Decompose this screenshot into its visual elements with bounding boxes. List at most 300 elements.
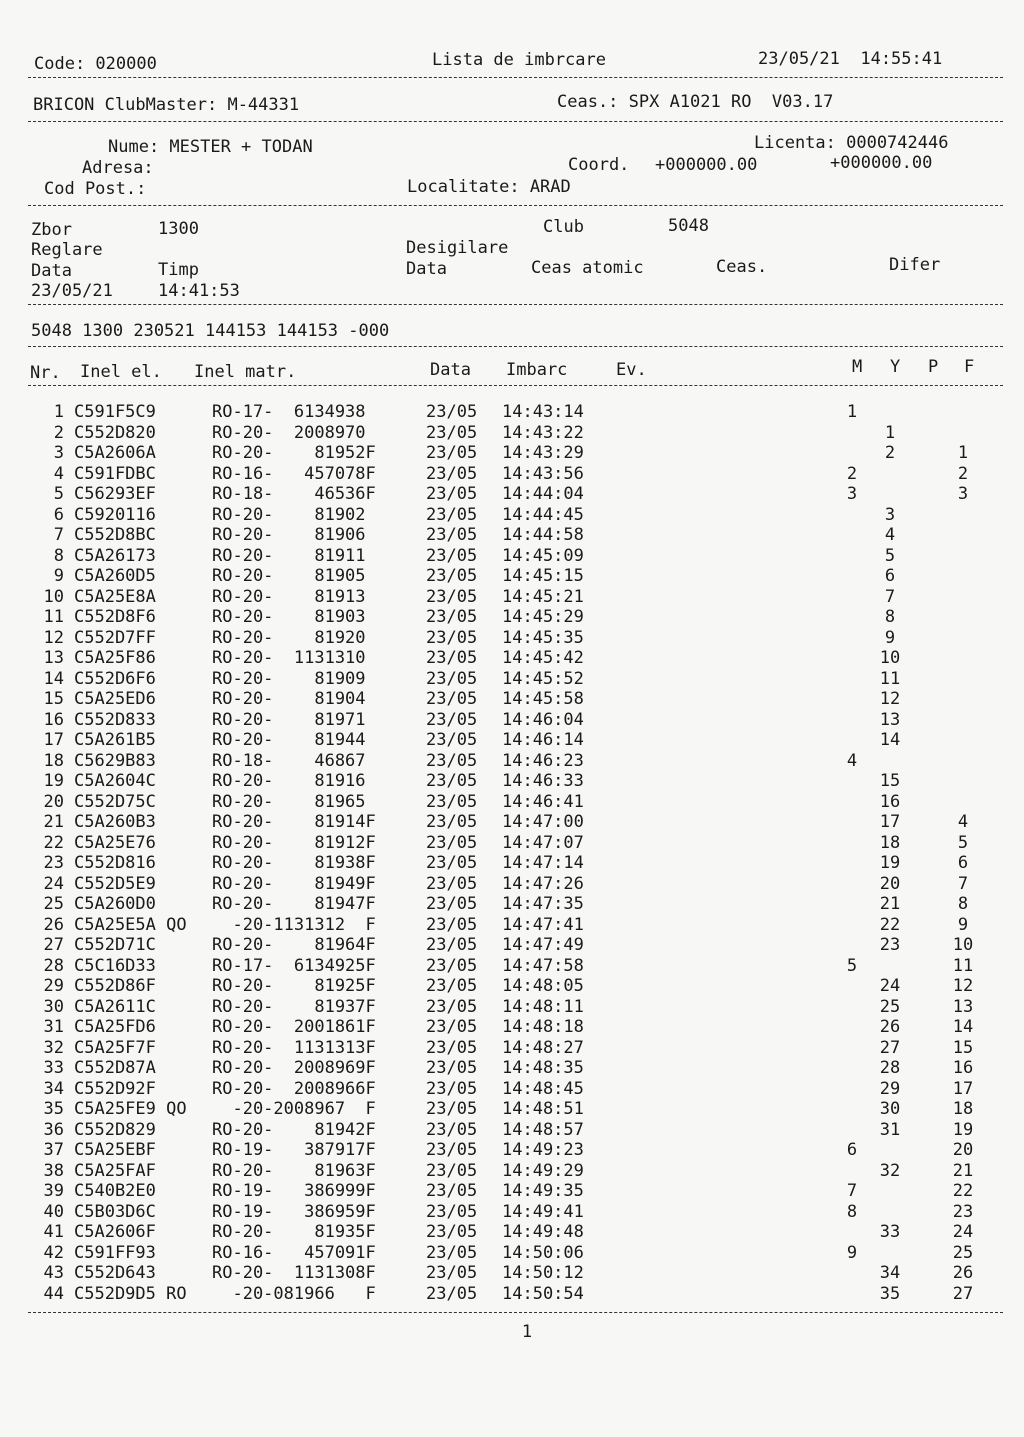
boarding-time: 14:47:58 [502,955,584,976]
rank-y: 2 [884,443,896,463]
row-number: 5 [53,484,64,504]
rank-f: 17 [952,1078,974,1099]
rank-f: 21 [952,1160,974,1181]
divider [28,304,1003,305]
ring-matriculation: RO-20- 81937F [212,996,376,1017]
row-number: 39 [43,1181,64,1201]
ring-electronic: C5A2611C [74,996,156,1017]
boarding-date: 23/05 [426,709,478,730]
row-number: 6 [53,504,64,525]
row-number: 38 [43,1160,64,1181]
row-number: 43 [43,1263,64,1283]
ring-matriculation: RO-20- 81938F [212,853,376,873]
ring-matriculation: RO-20- 1131310 [212,648,366,668]
ring-electronic: C552D816 [74,853,156,873]
ring-electronic: C5A25E5A QO [74,914,187,935]
row-number: 26 [43,914,64,935]
ring-matriculation: RO-20- 81947F [212,894,376,914]
ring-matriculation: RO-20- 81914F [212,812,376,832]
rank-f: 15 [952,1037,974,1058]
rank-y: 1 [884,422,896,443]
boarding-date: 23/05 [426,689,478,709]
row-number: 16 [43,709,64,730]
table-row [0,443,1024,463]
ring-matriculation: RO-20- 2008966F [212,1078,376,1099]
boarding-date: 23/05 [426,504,478,525]
table-row [0,566,1024,586]
boarding-time: 14:43:29 [502,443,584,463]
ring-electronic: C552D820 [74,422,156,443]
rank-y: 35 [879,1283,901,1304]
ring-matriculation: RO-20- 81949F [212,873,376,894]
ring-electronic: C5A2606A [74,443,156,463]
boarding-time: 14:48:45 [502,1078,584,1099]
table-row [0,484,1024,504]
boarding-time: 14:50:54 [502,1283,584,1304]
rank-f: 13 [952,996,974,1017]
rank-f: 1 [957,443,969,463]
ring-matriculation: RO-20- 81963F [212,1160,376,1181]
ring-matriculation: RO-20- 81904 [212,689,366,709]
ring-electronic: C5A26173 [74,545,156,566]
boarding-date: 23/05 [426,627,478,648]
setting-label: Reglare [31,240,103,260]
setting-time: 14:41:53 [158,281,240,301]
table-row [0,792,1024,812]
rank-f: 4 [957,812,969,832]
rank-y: 33 [879,1222,901,1242]
ring-electronic: C552D9D5 RO [74,1283,187,1304]
boarding-time: 14:43:14 [502,402,584,422]
rank-y: 24 [879,976,901,996]
row-number: 15 [43,689,64,709]
table-row [0,730,1024,750]
boarding-date: 23/05 [426,586,478,607]
row-number: 34 [43,1078,64,1099]
row-number: 23 [43,853,64,873]
boarding-time: 14:44:04 [502,484,584,504]
rank-m: 9 [846,1242,858,1263]
col-f: F [964,357,975,377]
rank-f: 19 [952,1119,974,1140]
ring-electronic: C552D86F [74,976,156,996]
postal-code-label: Cod Post.: [44,179,147,199]
coord-y: +000000.00 [830,153,933,173]
table-row [0,894,1024,914]
row-number: 3 [53,443,64,463]
row-number: 41 [43,1222,64,1242]
ring-electronic: C5A25FE9 QO [74,1099,187,1119]
boarding-time: 14:47:07 [502,832,584,853]
rank-f: 10 [952,935,974,955]
ring-matriculation: RO-18- 46536F [212,484,376,504]
ring-matriculation: RO-20- 1131308F [212,1263,376,1283]
ring-electronic: C56293EF [74,484,156,504]
ring-electronic: C540B2E0 [74,1181,156,1201]
print-date-time: 23/05/21 14:55:41 [758,49,943,69]
boarding-date: 23/05 [426,1037,478,1058]
row-number: 10 [43,586,64,607]
rank-f: 24 [952,1222,974,1242]
ring-electronic: C552D92F [74,1078,156,1099]
ring-matriculation: RO-20- 81916 [212,771,366,791]
rank-y: 9 [884,627,896,648]
divider [28,121,1003,122]
boarding-date: 23/05 [426,996,478,1017]
row-number: 1 [53,402,64,422]
ring-matriculation: RO-20- 81911 [212,545,366,566]
page-number: 1 [521,1322,533,1342]
ring-electronic: C5C16D33 [74,955,156,976]
ring-electronic: C552D87A [74,1058,156,1078]
boarding-date: 23/05 [426,955,478,976]
ring-electronic: C5A261B5 [74,730,156,750]
rank-f: 3 [957,484,969,504]
ring-electronic: C552D6F6 [74,668,156,689]
boarding-date: 23/05 [426,812,478,832]
rank-f: 20 [952,1140,974,1160]
rank-y: 12 [879,689,901,709]
rank-f: 22 [952,1181,974,1201]
row-number: 21 [43,812,64,832]
row-number: 8 [53,545,64,566]
ring-matriculation: RO-20- 81942F [212,1119,376,1140]
table-row [0,935,1024,955]
table-row [0,1222,1024,1242]
boarding-date: 23/05 [426,1099,478,1119]
row-number: 7 [53,525,64,545]
boarding-date: 23/05 [426,1181,478,1201]
boarding-date: 23/05 [426,1160,478,1181]
rank-f: 8 [957,894,969,914]
ring-electronic: C5A25FAF [74,1160,156,1181]
rank-m: 3 [846,484,858,504]
ring-matriculation: RO-19- 387917F [212,1140,376,1160]
rank-y: 29 [879,1078,901,1099]
ring-matriculation: -20-2008967 F [212,1099,376,1119]
boarding-time: 14:47:14 [502,853,584,873]
rank-f: 9 [957,914,969,935]
unseal-date-label: Data [406,259,447,279]
club-value: 5048 [668,216,709,236]
col-m: M [852,357,863,377]
table-row [0,1263,1024,1283]
rank-f: 26 [952,1263,974,1283]
table-row [0,546,1024,566]
boarding-time: 14:47:00 [502,812,584,832]
ring-matriculation: RO-20- 81903 [212,607,366,627]
boarding-time: 14:45:52 [502,668,584,689]
table-row [0,997,1024,1017]
row-number: 30 [43,996,64,1017]
col-p: P [928,357,939,377]
boarding-date: 23/05 [426,1222,478,1242]
ring-matriculation: RO-20- 81912F [212,832,376,853]
boarding-date: 23/05 [426,832,478,853]
ring-matriculation: RO-20- 2008969F [212,1058,376,1078]
difference-label: Difer [889,255,941,275]
ring-matriculation: RO-20- 81902 [212,504,366,525]
table-row [0,628,1024,648]
coord-x: +000000.00 [655,155,758,175]
atomic-clock-label: Ceas atomic [531,258,644,278]
rank-f: 16 [952,1058,974,1078]
rank-y: 7 [884,586,896,607]
boarding-date: 23/05 [426,894,478,914]
row-number: 25 [43,894,64,914]
boarding-date: 23/05 [426,771,478,791]
rank-y: 31 [879,1119,901,1140]
ring-matriculation: RO-20- 2008970 [212,422,366,443]
boarding-time: 14:45:09 [502,545,584,566]
rank-f: 12 [952,976,974,996]
ring-matriculation: RO-20- 2001861F [212,1017,376,1037]
boarding-time: 14:49:35 [502,1181,584,1201]
boarding-date: 23/05 [426,1283,478,1304]
rank-y: 10 [879,648,901,668]
list-title: Lista de imbrcare [432,50,606,70]
boarding-time: 14:47:26 [502,873,584,894]
rank-y: 4 [884,525,896,545]
ring-electronic: C552D71C [74,935,156,955]
row-number: 42 [43,1242,64,1263]
table-row [0,1120,1024,1140]
table-row [0,853,1024,873]
col-nr: Nr. [30,363,61,383]
ring-matriculation: RO-18- 46867 [212,750,366,771]
rank-m: 6 [846,1140,858,1160]
ring-electronic: C552D833 [74,709,156,730]
boarding-time: 14:46:04 [502,709,584,730]
boarding-time: 14:45:42 [502,648,584,668]
boarding-time: 14:46:14 [502,730,584,750]
setting-date: 23/05/21 [31,281,113,301]
table-row [0,710,1024,730]
row-number: 37 [43,1140,64,1160]
rank-f: 14 [952,1017,974,1037]
boarding-date: 23/05 [426,668,478,689]
boarding-date: 23/05 [426,976,478,996]
table-row [0,689,1024,709]
rank-y: 14 [879,730,901,750]
rank-y: 13 [879,709,901,730]
boarding-date: 23/05 [426,791,478,812]
ring-electronic: C5A2604C [74,771,156,791]
table-row [0,956,1024,976]
time-label: Timp [158,260,199,280]
ring-matriculation: RO-20- 81906 [212,525,366,545]
boarding-date: 23/05 [426,607,478,627]
ring-electronic: C5A260B3 [74,812,156,832]
boarding-time: 14:48:05 [502,976,584,996]
ring-electronic: C5A260D0 [74,894,156,914]
boarding-date: 23/05 [426,443,478,463]
ring-electronic: C552D8BC [74,525,156,545]
table-row [0,833,1024,853]
table-row [0,771,1024,791]
code-label: Code: 020000 [34,54,157,74]
boarding-date: 23/05 [426,1201,478,1222]
ring-electronic: C5A25FD6 [74,1017,156,1037]
table-row [0,648,1024,668]
flight-label: Zbor [31,220,72,240]
date-label: Data [31,261,72,281]
boarding-time: 14:47:35 [502,894,584,914]
table-row [0,1017,1024,1037]
rank-m: 8 [846,1201,858,1222]
ring-matriculation: RO-20- 81913 [212,586,366,607]
table-row [0,751,1024,771]
divider [28,1312,1003,1313]
boarding-date: 23/05 [426,873,478,894]
ring-matriculation: RO-19- 386999F [212,1181,376,1201]
rank-y: 22 [879,914,901,935]
rank-y: 3 [884,504,896,525]
rank-m: 1 [846,402,858,422]
rank-y: 8 [884,607,896,627]
row-number: 28 [43,955,64,976]
ring-matriculation: RO-20- 81920 [212,627,366,648]
table-row [0,915,1024,935]
row-number: 32 [43,1037,64,1058]
table-row [0,1140,1024,1160]
row-number: 31 [43,1017,64,1037]
clock-label: Ceas. [716,257,768,277]
rank-y: 16 [879,791,901,812]
address-label: Adresa: [82,158,154,178]
boarding-date: 23/05 [426,1140,478,1160]
row-number: 22 [43,832,64,853]
table-row [0,1099,1024,1119]
row-number: 13 [43,648,64,668]
table-row [0,1284,1024,1304]
club-label: Club [543,217,584,237]
rank-y: 23 [879,935,901,955]
row-number: 18 [43,750,64,771]
rank-m: 4 [846,750,858,771]
rank-m: 5 [846,955,858,976]
ring-electronic: C5A25ED6 [74,689,156,709]
ring-matriculation: RO-20- 81965 [212,791,366,812]
rank-y: 18 [879,832,901,853]
ring-matriculation: -20-081966 F [212,1283,376,1304]
col-y: Y [890,357,901,377]
row-number: 35 [43,1099,64,1119]
table-row [0,402,1024,422]
boarding-date: 23/05 [426,1017,478,1037]
rank-f: 23 [952,1201,974,1222]
row-number: 24 [43,873,64,894]
boarding-date: 23/05 [426,730,478,750]
boarding-time: 14:47:49 [502,935,584,955]
col-events: Ev. [616,360,647,380]
rank-f: 5 [957,832,969,853]
boarding-time: 14:49:23 [502,1140,584,1160]
divider [28,205,1003,206]
rank-y: 15 [879,771,901,791]
table-row [0,464,1024,484]
rank-f: 27 [952,1283,974,1304]
ring-electronic: C5B03D6C [74,1201,156,1222]
boarding-date: 23/05 [426,484,478,504]
rank-y: 17 [879,812,901,832]
license-number: Licenta: 0000742446 [754,133,949,153]
rank-y: 28 [879,1058,901,1078]
ring-matriculation: -20-1131312 F [212,914,376,935]
row-number: 40 [43,1201,64,1222]
col-date: Data [430,360,471,380]
ring-matriculation: RO-20- 81944 [212,730,366,750]
ring-matriculation: RO-17- 6134938 [212,402,366,422]
ring-electronic: C5A25EBF [74,1140,156,1160]
row-number: 17 [43,730,64,750]
rank-y: 32 [879,1160,901,1181]
boarding-time: 14:48:51 [502,1099,584,1119]
row-number: 36 [43,1119,64,1140]
ring-matriculation: RO-20- 81909 [212,668,366,689]
boarding-date: 23/05 [426,1119,478,1140]
boarding-time: 14:45:58 [502,689,584,709]
boarding-time: 14:43:56 [502,463,584,484]
rank-y: 25 [879,996,901,1017]
rank-f: 6 [957,853,969,873]
table-row [0,1181,1024,1201]
boarding-time: 14:48:11 [502,996,584,1017]
ring-matriculation: RO-16- 457091F [212,1242,376,1263]
boarding-date: 23/05 [426,750,478,771]
table-row [0,874,1024,894]
rank-y: 27 [879,1037,901,1058]
owner-name: Nume: MESTER + TODAN [108,137,313,157]
rank-m: 7 [846,1181,858,1201]
ring-matriculation: RO-20- 81952F [212,443,376,463]
row-number: 29 [43,976,64,996]
boarding-date: 23/05 [426,648,478,668]
boarding-date: 23/05 [426,1263,478,1283]
boarding-time: 14:46:23 [502,750,584,771]
row-number: 12 [43,627,64,648]
rank-y: 26 [879,1017,901,1037]
rank-y: 34 [879,1263,901,1283]
table-row [0,812,1024,832]
rank-y: 19 [879,853,901,873]
rank-y: 5 [884,545,896,566]
boarding-time: 14:44:58 [502,525,584,545]
ring-electronic: C5A25E76 [74,832,156,853]
col-ring-electronic: Inel el. [80,362,162,382]
ring-electronic: C5920116 [74,504,156,525]
boarding-time: 14:50:12 [502,1263,584,1283]
ring-matriculation: RO-20- 81905 [212,566,366,586]
ring-electronic: C591FF93 [74,1242,156,1263]
boarding-date: 23/05 [426,422,478,443]
row-number: 44 [43,1283,64,1304]
boarding-date: 23/05 [426,1078,478,1099]
table-row [0,525,1024,545]
boarding-time: 14:49:29 [502,1160,584,1181]
boarding-date: 23/05 [426,463,478,484]
boarding-time: 14:48:27 [502,1037,584,1058]
table-row [0,423,1024,443]
row-number: 20 [43,791,64,812]
divider [28,77,1003,78]
boarding-time: 14:49:41 [502,1201,584,1222]
boarding-date: 23/05 [426,853,478,873]
table-row [0,607,1024,627]
ring-matriculation: RO-20- 81971 [212,709,366,730]
rank-f: 7 [957,873,969,894]
boarding-date: 23/05 [426,545,478,566]
